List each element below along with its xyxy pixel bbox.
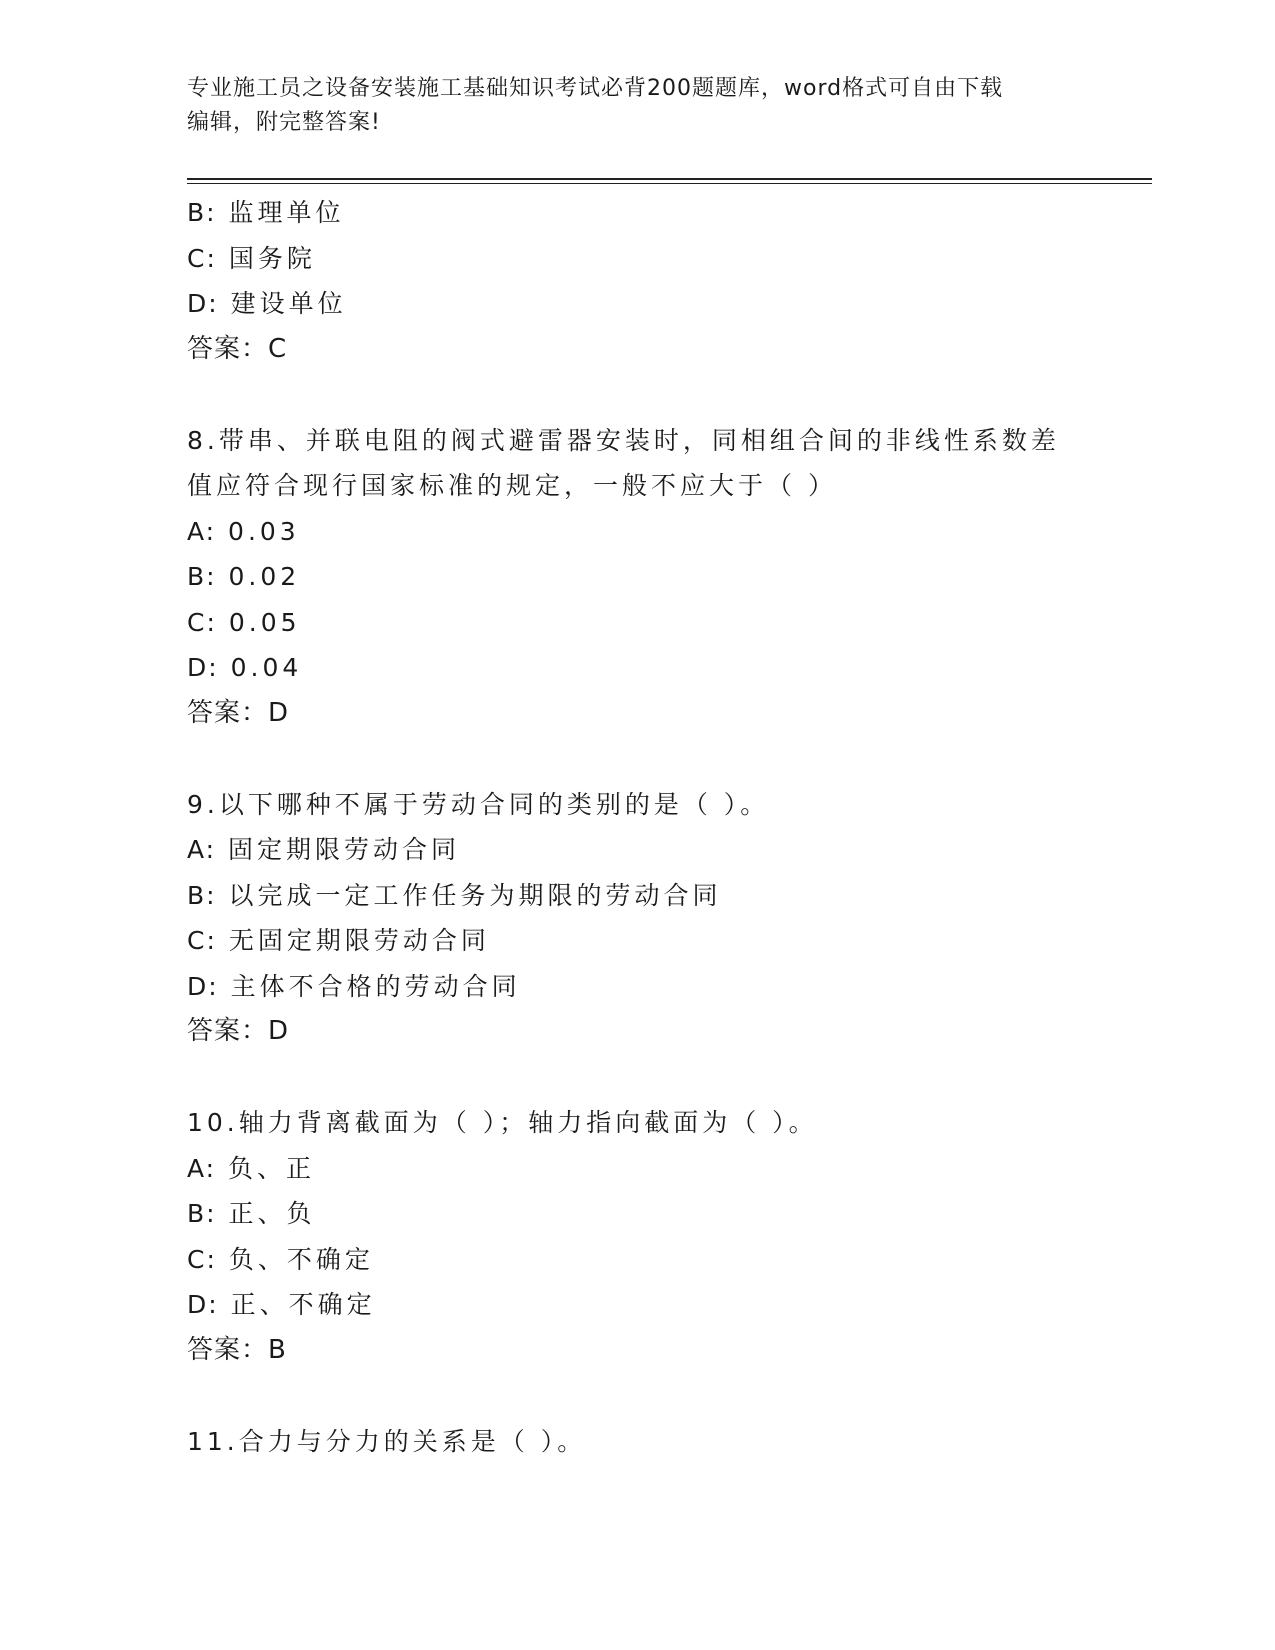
option-d: D: 正、不确定 — [187, 1290, 376, 1319]
answer: 答案：D — [187, 697, 290, 728]
option-d: D: 0.04 — [187, 653, 303, 682]
question-7 — [187, 190, 1127, 372]
option-b: B: 正、负 — [187, 1199, 316, 1228]
answer: 答案：D — [187, 1016, 290, 1046]
option-a: A: 负、正 — [187, 1153, 316, 1183]
answer: 答案：C — [187, 333, 288, 364]
option-d: D: 主体不合格的劳动合同 — [187, 971, 521, 1001]
question-text: 10.轴力背离截面为（ ）；轴力指向截面为（ ）。 — [187, 1108, 818, 1137]
question-10 — [187, 1100, 1127, 1373]
question-8 — [187, 418, 1127, 737]
option-c: C: 负、不确定 — [187, 1244, 374, 1274]
question-text: 11.合力与分力的关系是（ ）。 — [187, 1426, 587, 1456]
question-text: 8.带串、并联电阻的阀式避雷器安装时，同相组合间的非线性系数差 — [187, 425, 1060, 455]
option-b: B: 监理单位 — [187, 198, 345, 227]
question-list — [187, 190, 1127, 1464]
header-title-line-2: 编辑，附完整答案! — [187, 110, 381, 135]
answer: 答案：B — [187, 1334, 287, 1365]
spacer — [187, 736, 1127, 782]
header-rule-thin — [187, 183, 1152, 184]
option-c: C: 无固定期限劳动合同 — [187, 926, 490, 955]
header-rule-thick — [187, 178, 1152, 180]
document-header — [187, 72, 1087, 140]
option-c: C: 0.05 — [187, 607, 301, 637]
question-text: 9.以下哪种不属于劳动合同的类别的是（ ）。 — [187, 789, 770, 819]
option-c: C: 国务院 — [187, 243, 316, 273]
spacer — [187, 1055, 1127, 1101]
option-b: B: 0.02 — [187, 562, 301, 591]
question-text-continued: 值应符合现行国家标准的规定，一般不应大于（ ） — [187, 471, 837, 500]
option-d: D: 建设单位 — [187, 289, 347, 318]
spacer — [187, 372, 1127, 418]
header-title-line-1: 专业施工员之设备安装施工基础知识考试必背200题题库，word格式可自由下载 — [187, 76, 1004, 101]
question-11 — [187, 1419, 1127, 1465]
option-b: B: 以完成一定工作任务为期限的劳动合同 — [187, 880, 722, 910]
option-a: A: 0.03 — [187, 516, 300, 546]
question-9 — [187, 782, 1127, 1055]
option-a: A: 固定期限劳动合同 — [187, 835, 461, 864]
spacer — [187, 1373, 1127, 1419]
